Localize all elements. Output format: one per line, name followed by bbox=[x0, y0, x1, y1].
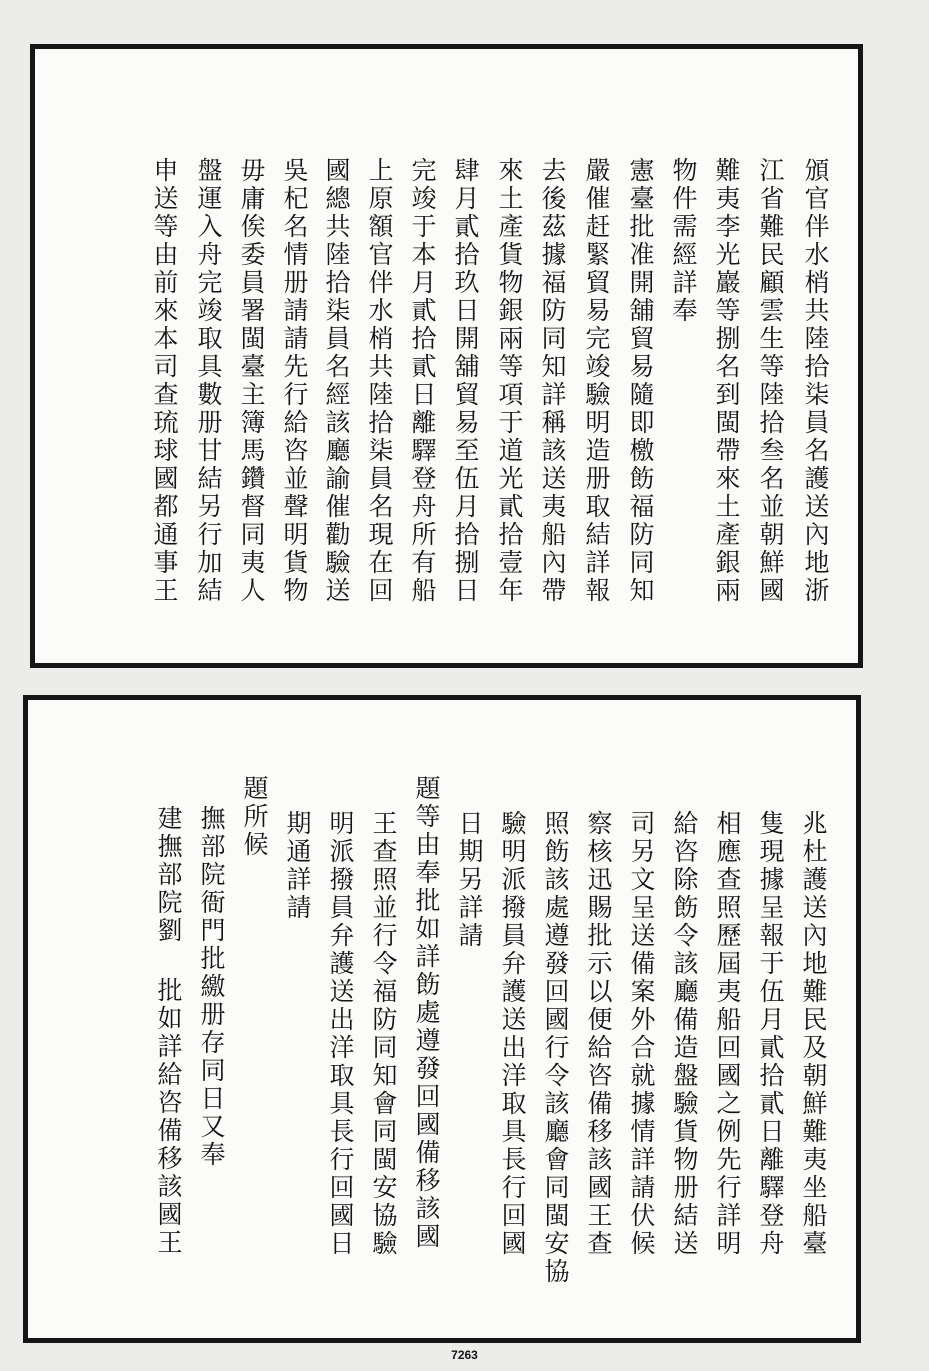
top-panel-column: 頒官伴水梢共陸拾柒員名護送內地浙 bbox=[801, 157, 830, 605]
top-panel-column: 國總共陸拾柒員名經該廳諭催勸驗送 bbox=[322, 157, 351, 605]
top-panel-column: 嚴催赶緊貿易完竣驗明造册取結詳報 bbox=[582, 157, 611, 605]
bottom-panel-column: 照飭該處遵發回國行令該廳會同閩安協 bbox=[541, 810, 570, 1286]
bottom-panel-column: 隻現據呈報于伍月貳拾貳日離驛登舟 bbox=[756, 810, 785, 1258]
bottom-panel-column: 王查照並行令福防同知會同閩安協驗 bbox=[369, 810, 398, 1258]
top-panel-column: 肆月貳拾玖日開舖貿易至伍月拾捌日 bbox=[451, 157, 480, 605]
top-panel-column: 完竣于本月貳拾貳日離驛登舟所有船 bbox=[408, 157, 437, 605]
top-panel-column: 上原額官伴水梢共陸拾柒員名現在回 bbox=[365, 157, 394, 605]
bottom-panel-column: 期通詳請 bbox=[283, 810, 312, 922]
bottom-panel-column: 明派撥員弁護送出洋取具長行回國日 bbox=[326, 810, 355, 1258]
bottom-panel-column: 驗明派撥員弁護送出洋取具長行回國 bbox=[498, 810, 527, 1258]
bottom-panel-column: 察核迅賜批示以便給咨備移該國王查 bbox=[584, 810, 613, 1258]
top-panel-column: 物件需經詳奉 bbox=[669, 157, 698, 325]
top-panel-column: 申送等由前來本司查琉球國都通事王 bbox=[150, 157, 179, 605]
top-panel-column: 去後茲據福防同知詳稱該送夷船內帶 bbox=[538, 157, 567, 605]
bottom-panel-column: 建撫部院劉 批如詳給咨備移該國王 bbox=[154, 805, 183, 1257]
top-panel-column: 吳杞名情册請請先行給咨並聲明貨物 bbox=[280, 157, 309, 605]
top-panel-column: 來土產貨物銀兩等項于道光貳拾壹年 bbox=[495, 157, 524, 605]
bottom-panel-column: 兆杜護送內地難民及朝鮮難夷坐船臺 bbox=[799, 810, 828, 1258]
lower-document-panel bbox=[23, 695, 861, 1343]
upper-document-panel bbox=[30, 44, 863, 668]
top-panel-column: 憲臺批准開舖貿易隨即檄飭福防同知 bbox=[626, 157, 655, 605]
bottom-panel-column: 題等由奉批如詳飭處遵發回國備移該國 bbox=[412, 775, 441, 1251]
bottom-panel-column: 日期另詳請 bbox=[455, 810, 484, 950]
bottom-panel-column: 相應查照歷屆夷船回國之例先行詳明 bbox=[713, 810, 742, 1258]
top-panel-column: 江省難民顧雲生等陸拾叁名並朝鮮國 bbox=[756, 157, 785, 605]
top-panel-column: 毋庸俟委員署閩臺主簿馬鑽督同夷人 bbox=[237, 157, 266, 605]
top-panel-column: 盤運入舟完竣取具數册甘結另行加結 bbox=[194, 157, 223, 605]
bottom-panel-column: 題所候 bbox=[240, 775, 269, 859]
top-panel-column: 難夷李光巖等捌名到閩帶來土產銀兩 bbox=[712, 157, 741, 605]
bottom-panel-column: 撫部院衙門批繳册存同日又奉 bbox=[197, 805, 226, 1169]
bottom-panel-column: 給咨除飭令該廳備造盤驗貨物册結送 bbox=[670, 810, 699, 1258]
bottom-panel-column: 司另文呈送備案外合就據情詳請伏候 bbox=[627, 810, 656, 1258]
page-number: 7263 bbox=[451, 1348, 478, 1362]
